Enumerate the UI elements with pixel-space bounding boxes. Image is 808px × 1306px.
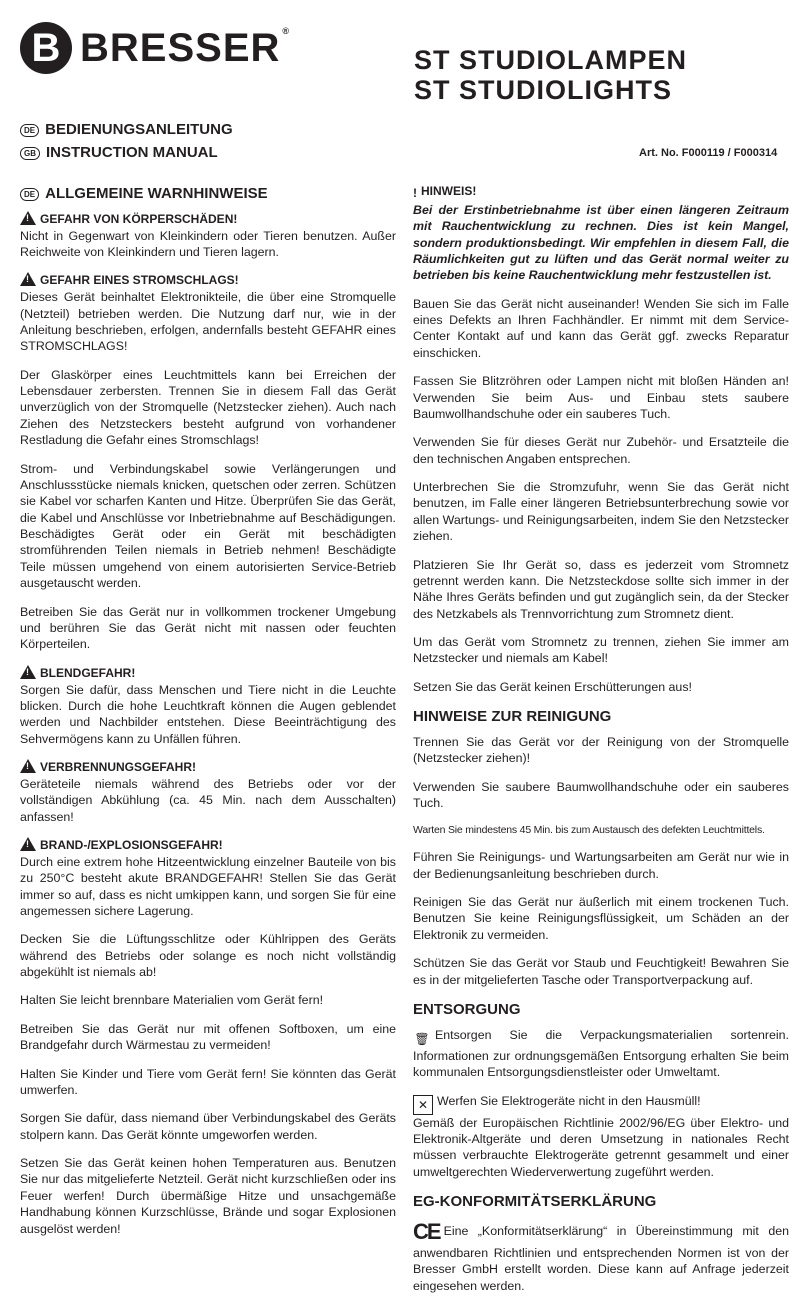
paragraph: Setzen Sie das Gerät keinen hohen Temperaturen aus. Benutzen Sie nur das mitgelieferte Netzteil. Gerät nicht kurzschließen oder ins Feuer werfen! Durch übermäßige Hitze und unsachgemäße Handhabung können Kurzschlüsse, Brände und sogar Explosionen ausgelöst werden! [20,1156,396,1236]
warning-icon: ! [20,272,36,286]
warning-icon: ! [20,211,36,225]
paragraph: Der Glaskörper eines Leuchtmittels kann bei Erreichen der Lebensdauer zerbersten. Trennen Sie in diesem Fall das Gerät unverzüglich von der Stromquelle (Netzstecker ziehen). Auch nach Ziehen des Netzsteckers besteht aufgrund von vorhandener Restladung die Gefahr eines Stromschlags! [20,367,396,448]
recycle-bin-icon: 🗑 [414,1031,430,1046]
section-heading-warnings [20,184,396,204]
paragraph: Betreiben Sie das Gerät nur in vollkommen trockener Umgebung und berühren Sie das Gerät nicht mit nassen oder feuchten Körperteilen. [20,604,396,652]
paragraph: Decken Sie die Lüftungsschlitze oder Kühlrippen des Geräts während des Betriebs oder solange es noch nicht vollständig abgekühlt ist niemals ab! [20,932,396,980]
product-title [414,45,687,105]
paragraph [413,1027,789,1081]
paragraph: Sorgen Sie dafür, dass niemand über Verbindungskabel des Geräts stolpern kann. Das Gerät könnte umgeworfen werden. [20,1111,396,1142]
paragraph: Sorgen Sie dafür, dass Menschen und Tiere nicht in die Leuchte blicken. Durch die hohe Leuchtkraft können die Augen geblendet werden und Nachbilder entstehen. Diese Beeinträchtigung des Sehvermögens kann zu Unfällen führen. [20,682,396,746]
language-badge-de: DE [20,124,39,137]
hazard-title-shock [20,272,396,289]
paragraph: Reinigen Sie das Gerät nur äußerlich mit einem trockenen Tuch. Benutzen Sie keine Reinigungsflüssigkeit, um Schäden an der Elektronik zu vermeiden. [413,895,789,942]
language-row-gb [20,141,233,164]
paragraph: Halten Sie leicht brennbare Materialien vom Gerät fern! [20,993,324,1008]
disposal-text: Entsorgen Sie die Verpackungsmaterialien sortenrein. Informationen zur ordnungsgemäßen Entsorgung erhalten Sie beim kommunalen Entsorgungsdienstleister oder Umweltamt. [413,1027,789,1080]
hazard-title-text: BLENDGEFAHR! [40,665,136,680]
paragraph [413,1219,789,1294]
language-badge-gb: GB [20,147,40,160]
exclamation-icon: ! [413,186,417,200]
language-label-gb: INSTRUCTION MANUAL [46,144,218,161]
paragraph: Platzieren Sie Ihr Gerät so, dass es jederzeit vom Stromnetz getrennt werden kann. Die Netzsteckdose sollte sich immer in der Nähe Ihres Geräts befinden und gut zugänglich sein, da der Stecker des Netzkabels als Trennvorrichtung zum Stromnetz dient. [413,557,789,621]
disposal-heading: ENTSORGUNG [413,1000,521,1018]
warning-icon: ! [20,759,36,773]
warning-icon: ! [20,837,36,851]
hazard-title-text: GEFAHR VON KÖRPERSCHÄDEN! [40,211,238,226]
crossed-bin-icon: ✕ [413,1095,433,1115]
language-badge-de: DE [20,188,39,201]
paragraph: Schützen Sie das Gerät vor Staub und Feuchtigkeit! Bewahren Sie es in der mitgelieferten Tasche oder Transportverpackung auf. [413,956,789,987]
hazard-title-text: VERBRENNUNGSGEFAHR! [40,760,197,775]
note-title-text: HINWEIS! [421,184,477,198]
ce-text: Eine „Konformitätserklärung“ in Übereinstimmung mit den anwendbaren Richtlinien und entsprechenden Normen ist von der Bresser GmbH erstellt worden. Diese kann auf Anfrage jederzeit eingesehen werden. [413,1223,789,1293]
logo-text: BRESSER [80,25,281,70]
paragraph: Trennen Sie das Gerät vor der Reinigung von der Stromquelle (Netzstecker ziehen)! [413,735,789,766]
paragraph: Dieses Gerät beinhaltet Elektronikteile, die über eine Stromquelle (Netzteil) betrieben werden. Die Nutzung darf nur, wie in der Anleitung beschrieben, erfolgen, andernfalls besteht GEFAHR eines STROMSCHLAGS! [20,290,396,354]
warning-icon: ! [20,665,36,679]
paragraph: Strom- und Verbindungskabel sowie Verlängerungen und Anschlussstücke niemals knicken, quetschen oder zerren. Schützen sie Kabel vor scharfen Kanten und Hitze. Überprüfen Sie das Gerät, die Kabel und Anschlüsse vor Inbetriebnahme auf Beschädigungen. Beschädigtes Gerät oder ein Gerät mit beschädigten stromführenden Teilen niemals in Betrieb nehmen! Beschädigte Teile müssen umgehend von einem autorisierten Service-Betrieb ausgetauscht werden. [20,461,396,591]
weee-title: Werfen Sie Elektrogeräte nicht in den Hausmüll! [437,1093,701,1108]
note-text: Bei der Erstinbetriebnahme ist über einen längeren Zeitraum mit Rauchentwicklung zu rechnen. Dies ist kein Mangel, sondern produktionsbedingt. Wir empfehlen in diesem Fall, die Räumlichkeiten gut zu lüften und das Gerät normal weiter zu betrieben bis keine Rauchentwicklung mehr festzustellen ist. [413,202,789,283]
paragraph: Setzen Sie das Gerät keinen Erschütterungen aus! [413,679,692,694]
language-row-de [20,118,233,141]
ce-heading: EG-KONFORMITÄTSERKLÄRUNG [413,1193,657,1211]
cleaning-heading: HINWEISE ZUR REINIGUNG [413,708,612,726]
paragraph: Verwenden Sie saubere Baumwollhandschuhe oder ein sauberes Tuch. [413,779,789,811]
hazard-title-text: GEFAHR EINES STROMSCHLAGS! [40,273,239,288]
paragraph: Nicht in Gegenwart von Kleinkindern oder Tieren benutzen. Außer Reichweite von Kleinkindern und Tieren lagern. [20,228,396,259]
article-number: Art. No. F000119 / F000314 [639,147,778,159]
paragraph: Führen Sie Reinigungs- und Wartungsarbeiten am Gerät nur wie in der Bedienungsanleitung beschrieben durch. [413,850,789,881]
paragraph: Bauen Sie das Gerät nicht auseinander! Wenden Sie sich im Falle eines Defekts an Ihren Fachhändler. Er nimmt mit dem Service-Center Kontakt auf und kann das Gerät ggf. zwecks Reparatur einschicken. [413,296,789,360]
title-line-2: ST STUDIOLIGHTS [414,75,672,105]
paragraph: Gemäß der Europäischen Richtlinie 2002/96/EG über Elektro- und Elektronik-Altgeräte und deren Umsetzung in nationales Recht müssen verbrauchte Elektrogeräte getrennt gesammelt und einer umweltgerechten Wiederverwertung zugeführt werden. [413,1115,789,1179]
hazard-title-glare [20,665,396,682]
language-list [20,118,233,164]
ce-mark-icon: CE [413,1218,440,1244]
paragraph: Verwenden Sie für dieses Gerät nur Zubehör- und Ersatzteile die den technischen Angaben entsprechen. [413,435,789,466]
paragraph: Warten Sie mindestens 45 Min. bis zum Austausch des defekten Leuchtmittels. [413,823,765,836]
left-column [20,184,396,1249]
title-line-1: ST STUDIOLAMPEN [414,45,688,75]
language-label-de: BEDIENUNGSANLEITUNG [45,121,233,138]
right-column [413,184,789,1306]
hazard-title-text: BRAND-/EXPLOSIONSGEFAHR! [40,837,223,852]
paragraph: Durch eine extrem hohe Hitzeentwicklung einzelner Bauteile von bis zu 250°C besteht akute BRANDGEFAHR! Stellen Sie das Gerät immer so auf, dass es nicht umkippen kann, und sorgen Sie für eine angemessen sichere Lagerung. [20,854,396,918]
paragraph: Geräteteile niemals während des Betriebs oder vor der vollständigen Abkühlung (ca. 45 Min. nach dem Ausschalten) anfassen! [20,776,396,824]
note-title [413,184,789,202]
hazard-title-injury [20,211,396,228]
paragraph: Um das Gerät vom Stromnetz zu trennen, ziehen Sie immer am Netzstecker und niemals am Kabel! [413,635,789,666]
logo-mark: B [20,22,72,74]
weee-block [413,1093,789,1181]
hazard-title-burn [20,759,396,776]
registered-mark: ® [282,25,291,36]
warnings-heading-text: ALLGEMEINE WARNHINWEISE [45,185,268,202]
paragraph: Betreiben Sie das Gerät nur mit offenen Softboxen, um eine Brandgefahr durch Wärmestau zu vermeiden! [20,1021,396,1053]
paragraph: Fassen Sie Blitzröhren oder Lampen nicht mit bloßen Händen an! Verwenden Sie beim Aus- und Einbau stets saubere Baumwollhandschuhe oder ein sauberes Tuch. [413,374,789,421]
paragraph: Unterbrechen Sie die Stromzufuhr, wenn Sie das Gerät nicht benutzen, im Falle einer längeren Betriebsunterbrechung sowie vor allen Wartungs- und Reinigungsarbeiten, indem Sie den Netzstecker ziehen. [413,480,789,544]
brand-logo [20,22,290,74]
paragraph: Halten Sie Kinder und Tiere vom Gerät fern! Sie könnten das Gerät umwerfen. [20,1066,396,1097]
hazard-title-fire [20,837,396,854]
